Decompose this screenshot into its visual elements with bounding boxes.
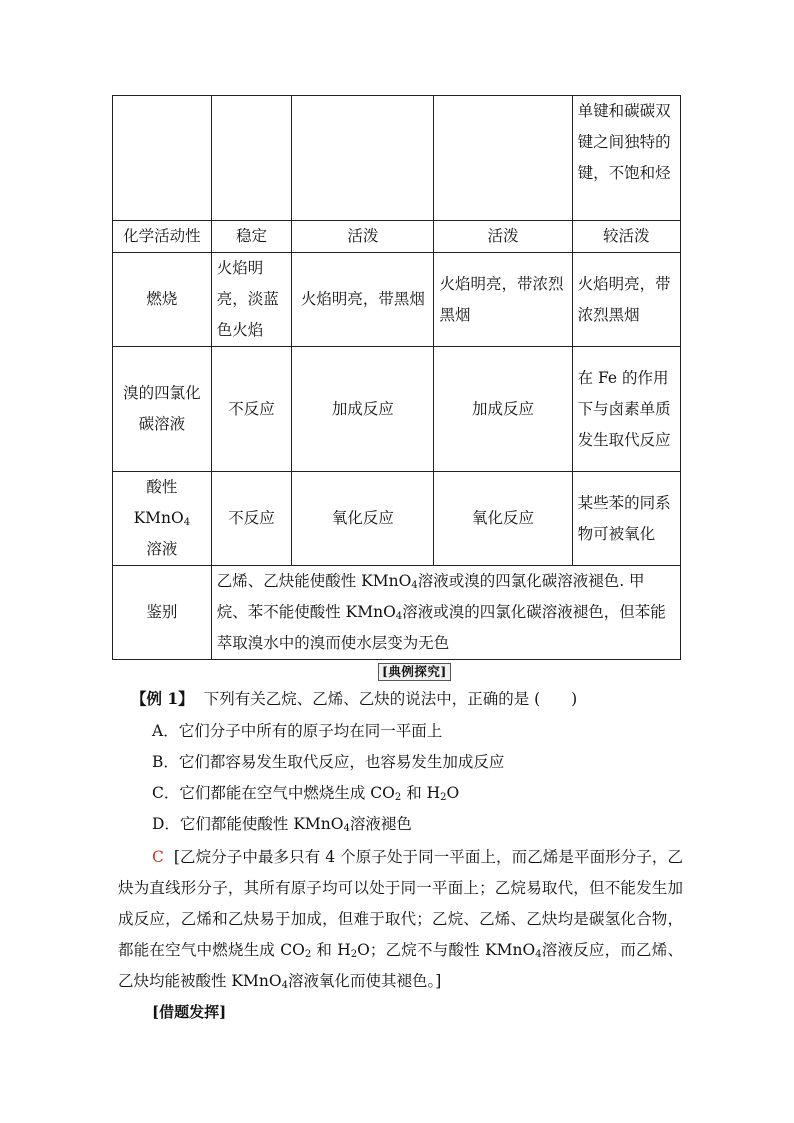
- table-row: [113, 96, 681, 221]
- table-cell: 稳定: [211, 221, 292, 253]
- table-cell: [434, 96, 572, 221]
- option-text: O: [446, 784, 460, 802]
- table-cell: 加成反应: [434, 347, 572, 472]
- table-cell: 在 Fe 的作用下与卤素单质发生取代反应: [572, 347, 680, 472]
- table-cell: 单键和碳碳双键之间独特的键，不饱和烃: [572, 96, 680, 221]
- option-a: A．它们分子中所有的原子均在同一平面上: [152, 722, 443, 740]
- cell-text: 溶液或溴的四氯化碳溶液褪色. 甲烷、苯不能使酸性 KMnO: [216, 572, 645, 621]
- answer-text: [乙烷分子中最多只有 4 个原子处于同一平面上，而乙烯是平面形分子，乙炔为直线形分子，其所有原子均可以处于同一平面上；乙烷易取代，但不能发生加成反应，乙烯和乙炔易于加成，但难于取代；乙烷、乙烯、乙炔均是碳氢化合物，都能在空气中燃烧生成 CO: [118, 848, 683, 959]
- formula-subscript: 4: [281, 980, 288, 991]
- example-question: [131, 689, 577, 709]
- row-header: [113, 472, 212, 566]
- option-d: [152, 814, 412, 834]
- cell-text: 溶液或溴的四氯化碳溶液褪色，但苯能萃取溴水中的溴而使水层变为无色: [216, 603, 666, 652]
- row-header-line: 溶液: [146, 540, 178, 558]
- table-cell: 火焰明亮，淡蓝色火焰: [211, 253, 292, 347]
- table-cell: 火焰明亮，带黑烟: [292, 253, 434, 347]
- table-cell: 活泼: [292, 221, 434, 253]
- section-tag: [典例探究]: [378, 663, 451, 681]
- answer-explanation: [118, 842, 683, 997]
- comparison-table: [112, 95, 681, 660]
- table-cell-merged: [211, 566, 680, 660]
- row-header-line: 酸性: [146, 478, 178, 496]
- example-label: 【例 1】: [131, 689, 194, 708]
- row-header: 溴的四氯化碳溶液: [113, 347, 212, 472]
- table-cell: 不反应: [211, 347, 292, 472]
- table-cell: 火焰明亮，带浓烈黑烟: [572, 253, 680, 347]
- formula-subscript: 4: [535, 949, 542, 960]
- table-cell: 某些苯的同系物可被氧化: [572, 472, 680, 566]
- option-text: 溶液褪色: [349, 815, 412, 833]
- cell-text: 乙烯、乙炔能使酸性 KMnO: [216, 572, 412, 590]
- formula-subscript: 4: [411, 580, 418, 591]
- table-row: [113, 221, 681, 253]
- formula-subscript: 4: [183, 517, 191, 528]
- table-cell: 较活泼: [572, 221, 680, 253]
- answer-letter: C: [152, 848, 164, 866]
- table-cell: [292, 96, 434, 221]
- formula-text: KMnO: [133, 509, 184, 527]
- table-row: [113, 472, 681, 566]
- table-cell: 活泼: [434, 221, 572, 253]
- answer-text: O；乙烷不与酸性 KMnO: [357, 941, 536, 959]
- table-cell: [211, 96, 292, 221]
- extension-heading: [借题发挥]: [152, 1003, 227, 1021]
- table-cell: 不反应: [211, 472, 292, 566]
- table-row: [113, 347, 681, 472]
- option-b: B．它们都容易发生取代反应，也容易发生加成反应: [152, 753, 505, 771]
- answer-text: 溶液反应，而乙烯、乙炔均能被酸性 KMnO: [118, 941, 683, 990]
- option-c: [152, 783, 459, 803]
- row-header: 鉴别: [113, 566, 212, 660]
- formula-subscript: 2: [350, 949, 358, 960]
- table-cell: 氧化反应: [434, 472, 572, 566]
- answer-text: 溶液氧化而使其褪色。]: [287, 972, 442, 990]
- table-cell: 火焰明亮，带浓烈黑烟: [434, 253, 572, 347]
- table-cell: 氧化反应: [292, 472, 434, 566]
- question-text: 下列有关乙烷、乙烯、乙炔的说法中，正确的是 ( ): [203, 690, 578, 708]
- table-cell: [113, 96, 212, 221]
- row-header: 燃烧: [113, 253, 212, 347]
- table-row: [113, 566, 681, 660]
- table-row: [113, 253, 681, 347]
- answer-text: 和 H: [311, 941, 351, 959]
- formula-subscript: 2: [440, 792, 447, 803]
- formula-subscript: 4: [395, 611, 403, 622]
- option-text: 和 H: [401, 784, 441, 802]
- row-header-line: [118, 503, 206, 534]
- formula-subscript: 2: [304, 949, 312, 960]
- table-cell: 加成反应: [292, 347, 434, 472]
- row-header: 化学活动性: [113, 221, 212, 253]
- option-text: C．它们都能在空气中燃烧生成 CO: [152, 784, 395, 802]
- option-text: D．它们都能使酸性 KMnO: [152, 815, 344, 833]
- formula-subscript: 4: [343, 823, 350, 834]
- formula-subscript: 2: [394, 792, 402, 803]
